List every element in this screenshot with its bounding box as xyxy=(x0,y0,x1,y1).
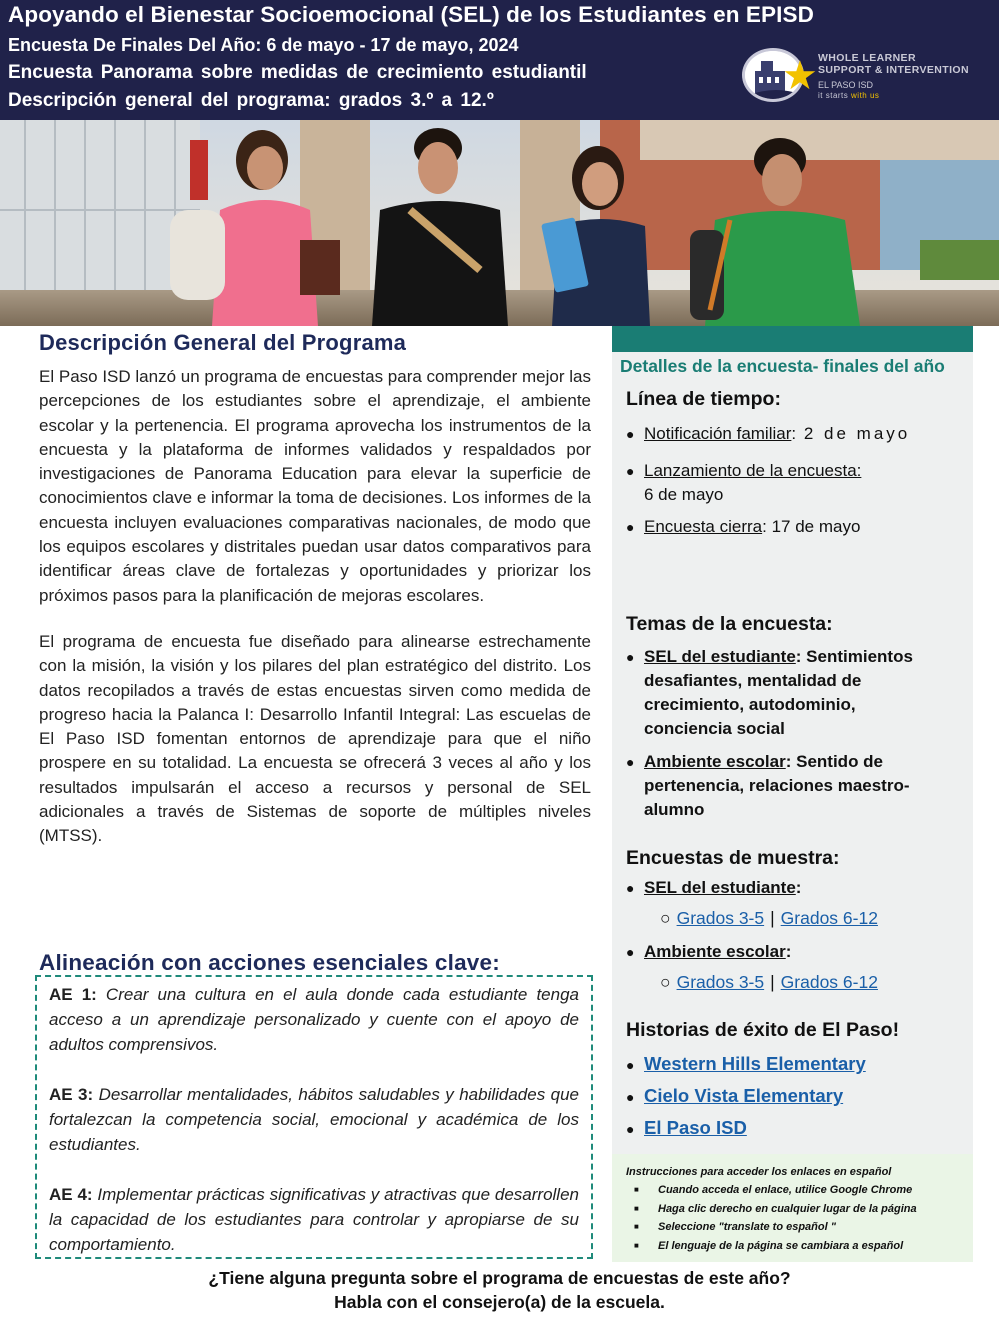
timeline-heading: Línea de tiempo: xyxy=(626,388,781,410)
samples-heading: Encuestas de muestra: xyxy=(626,847,840,869)
stories-heading: Historias de éxito de El Paso! xyxy=(626,1019,900,1041)
bullet-icon: ● xyxy=(626,426,635,442)
overview-paragraph-1: El Paso ISD lanzó un programa de encuestas para comprender mejor las percepciones de los estudiantes sobre el aprendizaje, el ambiente escolar y la pertenencia. El programa aprovecha los instrumentos de la encuesta y la plataforma de informes validados y respaldados por investigaciones de Panorama Education para elevar la superficie de conocimientos clave e informar la toma de decisiones. Los informes de la encuesta incluyen evaluaciones comparativas nacionales, de modo que los equipos escolares y distritales puedan usar datos comparativos para identificar áreas clave de fortalezas y oportunidades y priorizar los próximos pasos para la planificación de mejoras escolares. xyxy=(39,367,591,605)
sample-school-climate-links: ○ Grados 3-5 | Grados 6-12 xyxy=(660,972,878,992)
header-banner xyxy=(0,0,999,120)
link-western-hills[interactable]: Western Hills Elementary xyxy=(644,1053,866,1074)
instructions-title: Instrucciones para acceder los enlaces en español xyxy=(626,1166,892,1178)
episd-logo xyxy=(742,46,982,106)
survey-details-panel xyxy=(612,326,973,1262)
survey-dates: Encuesta De Finales Del Año: 6 de mayo - 17 de mayo, 2024 xyxy=(8,35,519,55)
sample-school-climate: ● Ambiente escolar: xyxy=(626,940,791,964)
contact-footer xyxy=(0,1266,999,1314)
bullet-icon: ● xyxy=(626,880,635,896)
spanish-instructions-box xyxy=(612,1154,973,1262)
star-icon: ★ xyxy=(782,54,818,98)
link-sel-grades-3-5[interactable]: Grados 3-5 xyxy=(676,908,765,928)
logo-org: EL PASO ISD xyxy=(818,80,874,90)
details-title: Detalles de la encuesta- finales del año xyxy=(620,356,945,376)
instruction-item: ■ El lenguaje de la página se cambiara a español xyxy=(626,1237,973,1256)
instruction-item: ■ Cuando acceda el enlace, utilice Google Chrome xyxy=(626,1181,973,1200)
circle-bullet-icon: ○ xyxy=(660,972,671,992)
bullet-icon: ● xyxy=(626,649,635,665)
essential-action-4: AE 4: Implementar prácticas significativas y atractivas que desarrollen la capacidad de los estudiantes para controlar y apropiarse de su comportamiento. xyxy=(49,1185,579,1254)
instruction-item: ■ Seleccione "translate to español " xyxy=(626,1218,973,1237)
story-western-hills xyxy=(626,1053,866,1075)
timeline-item-close: ● Encuesta cierra: 17 de mayo xyxy=(626,515,860,539)
students-hallway-photo xyxy=(0,120,999,326)
topic-school-climate: ● Ambiente escolar: Sentido de pertenencia, relaciones maestro-alumno xyxy=(626,752,910,819)
instruction-item: ■ Haga clic derecho en cualquier lugar de la página xyxy=(626,1200,973,1219)
bullet-icon: ● xyxy=(626,944,635,960)
story-cielo-vista xyxy=(626,1085,843,1107)
instructions-list xyxy=(626,1181,973,1255)
bullet-icon: ● xyxy=(626,754,635,770)
bullet-icon: ● xyxy=(626,463,635,479)
timeline-item-notification: ● Notificación familiar: 2 de mayo xyxy=(626,422,910,446)
link-sel-grades-6-12[interactable]: Grados 6-12 xyxy=(780,908,878,928)
survey-name: Encuesta Panorama sobre medidas de crecimiento estudiantil xyxy=(8,62,587,83)
link-climate-grades-6-12[interactable]: Grados 6-12 xyxy=(780,972,878,992)
link-climate-grades-3-5[interactable]: Grados 3-5 xyxy=(676,972,765,992)
topics-heading: Temas de la encuesta: xyxy=(626,613,833,635)
panel-accent-band xyxy=(612,326,973,352)
bullet-icon: ● xyxy=(626,1121,635,1137)
footer-contact: Habla con el consejero(a) de la escuela. xyxy=(334,1292,665,1312)
bullet-icon: ● xyxy=(626,519,635,535)
link-el-paso-isd[interactable]: El Paso ISD xyxy=(644,1117,747,1138)
essential-action-1: AE 1: Crear una cultura en el aula donde cada estudiante tenga acceso a un aprendizaje personalizado y cuente con el apoyo de adultos comprensivos. xyxy=(49,985,579,1054)
program-grades: Descripción general del programa: grados 3.º a 12.º xyxy=(8,90,494,111)
footer-question: ¿Tiene alguna pregunta sobre el programa de encuestas de este año? xyxy=(208,1268,791,1288)
sample-student-sel: ● SEL del estudiante: xyxy=(626,876,801,900)
page-title: Apoyando el Bienestar Socioemocional (SEL) de los Estudiantes en EPISD xyxy=(8,2,814,27)
essential-action-3: AE 3: Desarrollar mentalidades, hábitos saludables y habilidades que fortalezcan la competencia social, emocional y académica de los estudiantes. xyxy=(49,1085,579,1154)
overview-heading: Descripción General del Programa xyxy=(39,330,407,355)
logo-tagline: it starts with us xyxy=(818,91,880,100)
overview-paragraph-2: El programa de encuesta fue diseñado para alinearse estrechamente con la misión, la visión y los pilares del plan estratégico del distrito. Los datos recopilados a través de estas encuestas sirven como medida de progreso hacia la Palanca I: Desarrollo Infantil Integral: Las escuelas de El Paso ISD fomentan entornos de aprendizaje para que el niño prospere en su totalidad. La encuesta se ofrecerá 3 veces al año y los resultados impulsarán el acceso a recursos y personal de SEL adicionales a través de Sistemas de soporte de múltiples niveles (MTSS). xyxy=(39,631,591,846)
topic-student-sel: ● SEL del estudiante: Sentimientos desafiantes, mentalidad de crecimiento, autodominio, conciencia social xyxy=(626,647,913,738)
program-overview xyxy=(39,330,591,849)
story-el-paso-isd xyxy=(626,1117,747,1139)
sample-student-sel-links: ○ Grados 3-5 | Grados 6-12 xyxy=(660,908,878,928)
bullet-icon: ● xyxy=(626,1057,635,1073)
logo-text: WHOLE LEARNER SUPPORT & INTERVENTION xyxy=(818,52,969,76)
bullet-icon: ● xyxy=(626,1089,635,1105)
circle-bullet-icon: ○ xyxy=(660,908,671,928)
timeline-item-launch: ● Lanzamiento de la encuesta: 6 de mayo xyxy=(626,461,862,504)
link-cielo-vista[interactable]: Cielo Vista Elementary xyxy=(644,1085,844,1106)
alignment-heading: Alineación con acciones esenciales clave: xyxy=(39,950,500,975)
essential-actions-box xyxy=(35,975,593,1259)
